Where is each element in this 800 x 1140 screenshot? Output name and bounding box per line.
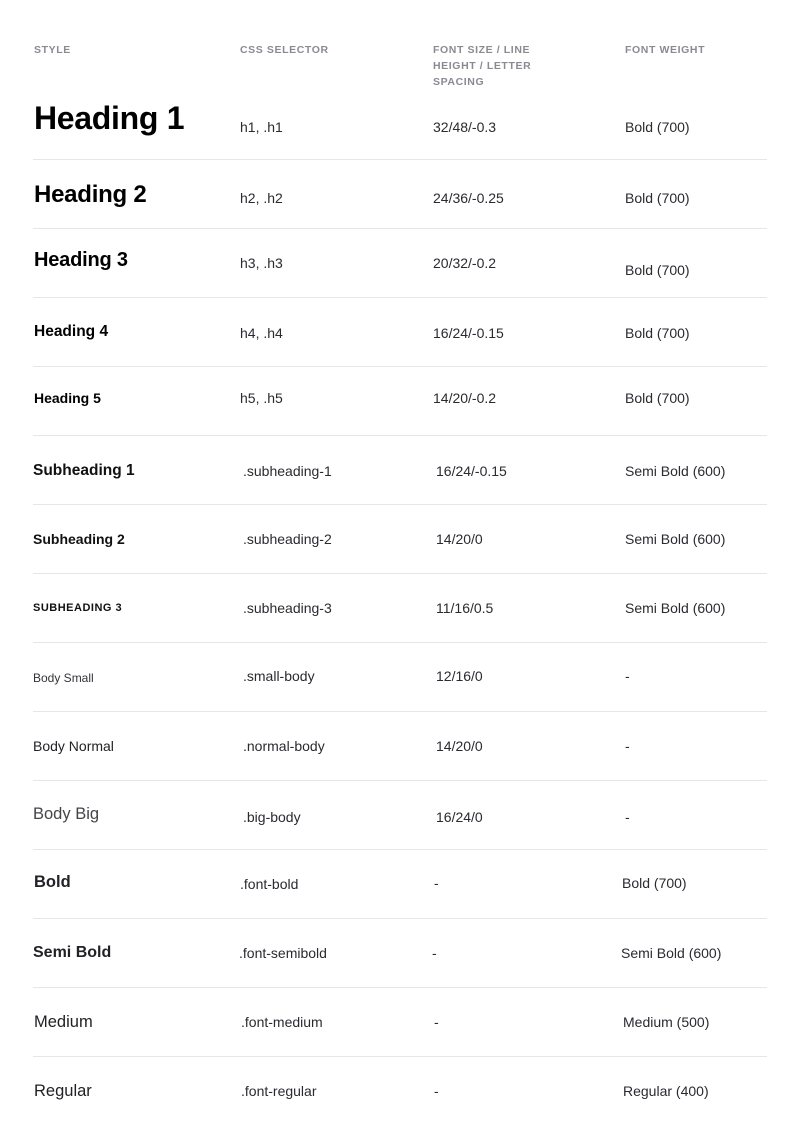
table-row-heading-1 — [33, 96, 767, 160]
table-header-row — [33, 40, 767, 96]
font-weight-subheading-2: Semi Bold (600) — [625, 531, 726, 547]
style-sample-regular: Regular — [34, 1082, 92, 1100]
css-selector-body-small: .small-body — [243, 668, 315, 684]
table-row-semi-bold — [33, 919, 767, 988]
font-metrics-heading-3: 20/32/-0.2 — [433, 255, 497, 271]
font-metrics-regular: - — [434, 1083, 439, 1099]
css-selector-bold: .font-bold — [240, 876, 299, 892]
css-selector-medium: .font-medium — [241, 1014, 323, 1030]
font-metrics-heading-1: 32/48/-0.3 — [433, 119, 497, 135]
font-metrics-subheading-3: 11/16/0.5 — [436, 600, 494, 616]
font-metrics-heading-4: 16/24/-0.15 — [433, 325, 504, 341]
table-row-bold — [33, 850, 767, 919]
style-sample-heading-3: Heading 3 — [34, 249, 128, 271]
column-header-font-weight: FONT WEIGHT — [625, 44, 706, 56]
style-sample-heading-5: Heading 5 — [34, 390, 101, 406]
style-sample-heading-2: Heading 2 — [34, 181, 147, 208]
css-selector-heading-5: h5, .h5 — [240, 390, 283, 406]
font-metrics-semi-bold: - — [432, 945, 437, 961]
style-sample-body-normal: Body Normal — [33, 738, 114, 754]
font-weight-body-small: - — [625, 668, 630, 684]
table-row-heading-4 — [33, 298, 767, 367]
font-metrics-body-big: 16/24/0 — [436, 809, 483, 825]
font-metrics-heading-2: 24/36/-0.25 — [433, 190, 504, 206]
font-weight-regular: Regular (400) — [623, 1083, 709, 1099]
table-row-heading-3 — [33, 229, 767, 298]
font-weight-heading-1: Bold (700) — [625, 119, 690, 135]
css-selector-subheading-1: .subheading-1 — [243, 463, 332, 479]
font-metrics-body-normal: 14/20/0 — [436, 738, 483, 754]
css-selector-body-big: .big-body — [243, 809, 301, 825]
font-metrics-medium: - — [434, 1014, 439, 1030]
font-weight-subheading-1: Semi Bold (600) — [625, 463, 726, 479]
font-weight-body-normal: - — [625, 738, 630, 754]
css-selector-subheading-2: .subheading-2 — [243, 531, 332, 547]
style-sample-subheading-2: Subheading 2 — [33, 531, 125, 547]
font-weight-heading-5: Bold (700) — [625, 390, 690, 406]
style-sample-bold: Bold — [34, 873, 71, 891]
font-weight-heading-2: Bold (700) — [625, 190, 690, 206]
style-sample-subheading-1: Subheading 1 — [33, 462, 135, 479]
table-row-body-big — [33, 781, 767, 850]
css-selector-heading-2: h2, .h2 — [240, 190, 283, 206]
table-row-heading-2 — [33, 160, 767, 229]
style-sample-heading-4: Heading 4 — [34, 323, 109, 340]
font-weight-heading-3: Bold (700) — [625, 262, 690, 278]
table-row-heading-5 — [33, 367, 767, 436]
css-selector-heading-3: h3, .h3 — [240, 255, 283, 271]
font-metrics-heading-5: 14/20/-0.2 — [433, 390, 497, 406]
css-selector-body-normal: .normal-body — [243, 738, 325, 754]
css-selector-heading-1: h1, .h1 — [240, 119, 283, 135]
css-selector-subheading-3: .subheading-3 — [243, 600, 332, 616]
css-selector-semi-bold: .font-semibold — [239, 945, 327, 961]
font-metrics-subheading-1: 16/24/-0.15 — [436, 463, 507, 479]
table-row-subheading-3 — [33, 574, 767, 643]
font-weight-subheading-3: Semi Bold (600) — [625, 600, 726, 616]
table-row-medium — [33, 988, 767, 1057]
font-metrics-bold: - — [434, 875, 439, 891]
column-header-css-selector: CSS SELECTOR — [240, 44, 329, 56]
font-weight-medium: Medium (500) — [623, 1014, 710, 1030]
table-row-regular — [33, 1057, 767, 1125]
style-sample-body-small: Body Small — [33, 671, 94, 685]
style-sample-heading-1: Heading 1 — [34, 100, 185, 136]
font-weight-semi-bold: Semi Bold (600) — [621, 945, 722, 961]
table-row-body-normal — [33, 712, 767, 781]
style-sample-semi-bold: Semi Bold — [33, 944, 112, 961]
column-header-style: STYLE — [34, 44, 71, 56]
table-row-subheading-2 — [33, 505, 767, 574]
css-selector-heading-4: h4, .h4 — [240, 325, 283, 341]
column-header-font-metrics: FONT SIZE / LINE HEIGHT / LETTER SPACING — [433, 44, 532, 88]
typography-table — [33, 40, 767, 1125]
css-selector-regular: .font-regular — [241, 1083, 317, 1099]
font-metrics-subheading-2: 14/20/0 — [436, 531, 483, 547]
style-sample-body-big: Body Big — [33, 805, 100, 823]
font-metrics-body-small: 12/16/0 — [436, 668, 483, 684]
font-weight-bold: Bold (700) — [622, 875, 687, 891]
style-sample-medium: Medium — [34, 1013, 93, 1031]
font-weight-heading-4: Bold (700) — [625, 325, 690, 341]
table-row-subheading-1 — [33, 436, 767, 505]
table-row-body-small — [33, 643, 767, 712]
font-weight-body-big: - — [625, 809, 630, 825]
style-sample-subheading-3: SUBHEADING 3 — [33, 602, 123, 614]
